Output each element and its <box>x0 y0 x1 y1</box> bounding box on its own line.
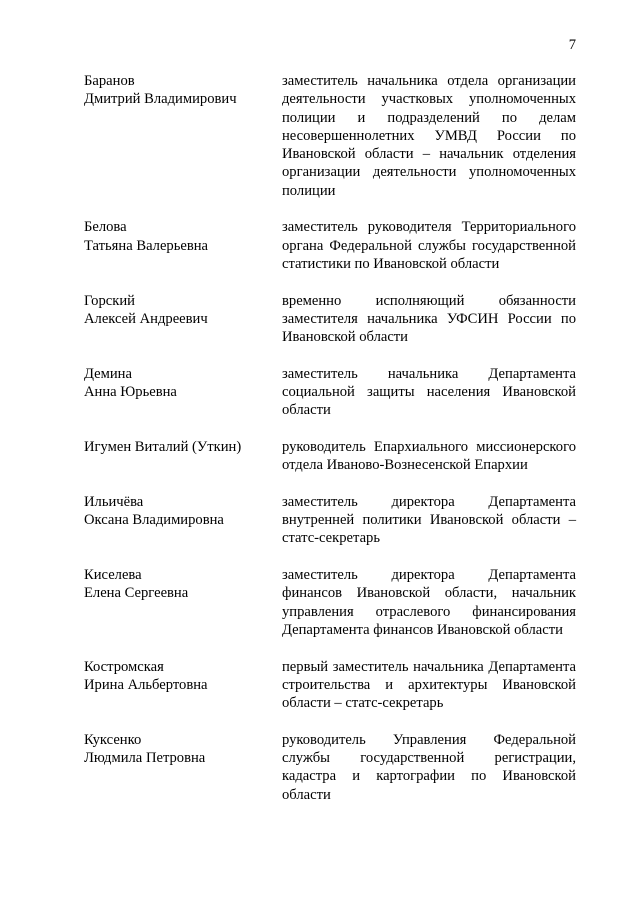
member-name <box>84 658 282 713</box>
member-entry <box>84 292 576 347</box>
member-entry <box>84 658 576 713</box>
member-given-names: Ирина Альбертовна <box>84 676 208 693</box>
member-position: руководитель Епархиального миссионерского отдела Иваново-Вознесенской Епархии <box>282 438 576 474</box>
member-surname: Киселева <box>84 567 142 584</box>
member-entry <box>84 218 576 273</box>
member-position: временно исполняющий обязанности заместителя начальника УФСИН России по Ивановской области <box>282 292 576 346</box>
member-given-names: Анна Юрьевна <box>84 384 177 401</box>
member-position: руководитель Управления Федеральной службы государственной регистрации, кадастра и картографии по Ивановской области <box>282 731 576 803</box>
member-entry <box>84 566 576 639</box>
member-surname: Баранов <box>84 73 135 89</box>
member-full-name: Игумен Виталий (Уткин) <box>84 438 242 455</box>
member-surname: Горский <box>84 292 135 309</box>
member-name <box>84 72 282 200</box>
member-entry <box>84 72 576 200</box>
member-given-names: Людмила Петровна <box>84 749 206 766</box>
member-position: заместитель начальника отдела организации деятельности участковых уполномоченных полиции и подразделений по делам несовершеннолетних УМВД России по Ивановской области – начальник отделения организации деятельности уполномоченных полиции <box>282 73 576 199</box>
member-surname: Костромская <box>84 658 164 675</box>
member-given-names: Алексей Андреевич <box>84 310 208 327</box>
member-position: первый заместитель начальника Департамента строительства и архитектуры Ивановской области – статс-секретарь <box>282 658 576 712</box>
member-entry <box>84 365 576 420</box>
member-name <box>84 731 282 804</box>
member-surname: Ильичёва <box>84 493 144 510</box>
member-name <box>84 566 282 639</box>
member-given-names: Дмитрий Владимирович <box>84 91 237 108</box>
member-list <box>84 72 576 822</box>
page-number: 7 <box>568 37 576 53</box>
member-position: заместитель руководителя Территориального органа Федеральной службы государственной статистики по Ивановской области <box>282 219 576 272</box>
member-entry <box>84 438 576 475</box>
member-surname: Белова <box>84 219 127 236</box>
member-entry <box>84 731 576 804</box>
member-given-names: Елена Сергеевна <box>84 585 189 602</box>
member-given-names: Оксана Владимировна <box>84 512 224 529</box>
member-name <box>84 218 282 273</box>
member-name <box>84 365 282 420</box>
member-name <box>84 438 282 475</box>
member-position: заместитель директора Департамента финансов Ивановской области, начальник управления отраслевого финансирования Департамента финансов Ивановской области <box>282 567 576 638</box>
member-name <box>84 493 282 548</box>
member-name <box>84 292 282 347</box>
member-given-names: Татьяна Валерьевна <box>84 237 209 254</box>
member-position: заместитель начальника Департамента социальной защиты населения Ивановской области <box>282 365 576 419</box>
member-surname: Куксенко <box>84 731 142 748</box>
member-entry <box>84 493 576 548</box>
member-surname: Демина <box>84 365 132 382</box>
member-position: заместитель директора Департамента внутренней политики Ивановской области – статс-секретарь <box>282 493 576 547</box>
